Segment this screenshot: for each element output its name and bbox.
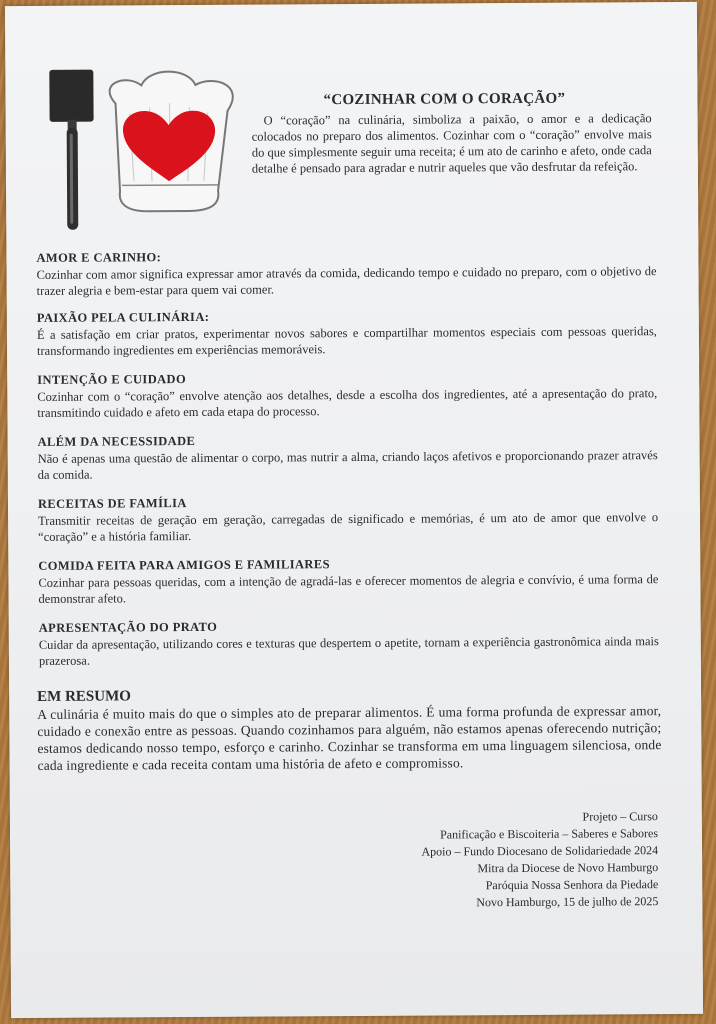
footer-line: Projeto – Curso: [582, 809, 658, 824]
section-receitas-de-familia: [38, 492, 658, 545]
spatula-icon: [49, 70, 94, 230]
section-paixao-pela-culinaria: [37, 306, 657, 359]
summary-heading: EM RESUMO: [37, 688, 131, 705]
footer-line: Novo Hamburgo, 15 de julho de 2025: [476, 894, 659, 910]
section-text: É a satisfação em criar pratos, experimentar novos sabores e compartilhar momentos especiais com pessoas queridas, transformando ingredientes em experiências memoráveis.: [36, 323, 657, 358]
section-heading: AMOR E CARINHO:: [36, 250, 162, 265]
footer-line: Apoio – Fundo Diocesano de Solidariedade 2024: [421, 843, 659, 859]
footer-line: Panificação e Biscoiteria – Saberes e Sabores: [440, 826, 659, 842]
illustration: [37, 63, 248, 234]
intro-paragraph: O “coração” na culinária, simboliza a paixão, o amor e a dedicação colocados no preparo dos alimentos. Cozinhar com o “coração” envolve mais do que simplesmente seguir uma receita; é um ato de carinho e afeto, onde cada detalhe é pensado para agradar e nutrir aqueles que vão desfrutar da refeição.: [251, 111, 652, 176]
footer-line: Paróquia Nossa Senhora da Piedade: [485, 877, 659, 893]
section-comida-para-amigos: [38, 554, 658, 607]
paper-sheet: [5, 2, 703, 1018]
section-alem-da-necessidade: [38, 430, 658, 483]
section-intencao-e-cuidado: [37, 368, 657, 421]
section-heading: RECEITAS DE FAMÍLIA: [37, 496, 187, 511]
section-amor-e-carinho: [36, 246, 656, 299]
section-text: Cozinhar com amor significa expressar amor através da comida, dedicando tempo e cuidado no preparo, com o objetivo de trazer alegria e bem-estar para quem vai comer.: [36, 263, 657, 298]
document-title: “COZINHAR COM O CORAÇÃO”: [323, 90, 566, 109]
section-heading: INTENÇÃO E CUIDADO: [37, 372, 187, 387]
footer-credits: [421, 808, 658, 911]
section-text: Não é apenas uma questão de alimentar o corpo, mas nutrir a alma, criando laços afetivos e proporcionando prazer através da comida.: [37, 447, 658, 482]
section-heading: ALÉM DA NECESSIDADE: [37, 433, 196, 449]
summary-text: A culinária é muito mais do que o simples ato de preparar alimentos. É uma forma profunda de expressar amor, cuidado e conexão entre as pessoas. Quando cozinhamos para alguém, não estamos apenas oferecendo nutrição; estamos dedicando nosso tempo, esforço e carinho. Cozinhar se transforma em uma linguagem silenciosa, onde cada ingrediente e cada receita contam uma história de afeto e compromisso.: [37, 703, 662, 773]
summary-section: [37, 685, 662, 774]
section-apresentacao-do-prato: [39, 616, 659, 669]
section-heading: COMIDA FEITA PARA AMIGOS E FAMILIARES: [38, 557, 330, 573]
section-heading: PAIXÃO PELA CULINÁRIA:: [36, 309, 210, 325]
footer-line: Mitra da Diocese de Novo Hamburgo: [477, 860, 659, 876]
section-text: Transmitir receitas de geração em geração, carregadas de significado e memórias, é um ato de amor que envolve o “coração” e a história familiar.: [38, 509, 659, 544]
section-text: Cozinhar com o “coração” envolve atenção aos detalhes, desde a escolha dos ingredientes, até a apresentação do prato, transmitindo cuidado e afeto em cada etapa do processo.: [37, 385, 658, 420]
section-text: Cuidar da apresentação, utilizando cores e texturas que despertem o apetite, tornam a experiência gastronômica ainda mais prazerosa.: [38, 633, 659, 668]
section-text: Cozinhar para pessoas queridas, com a intenção de agradá-las e oferecer momentos de alegria e convívio, é uma forma de demonstrar afeto.: [38, 571, 659, 606]
section-heading: APRESENTAÇÃO DO PRATO: [38, 619, 218, 635]
